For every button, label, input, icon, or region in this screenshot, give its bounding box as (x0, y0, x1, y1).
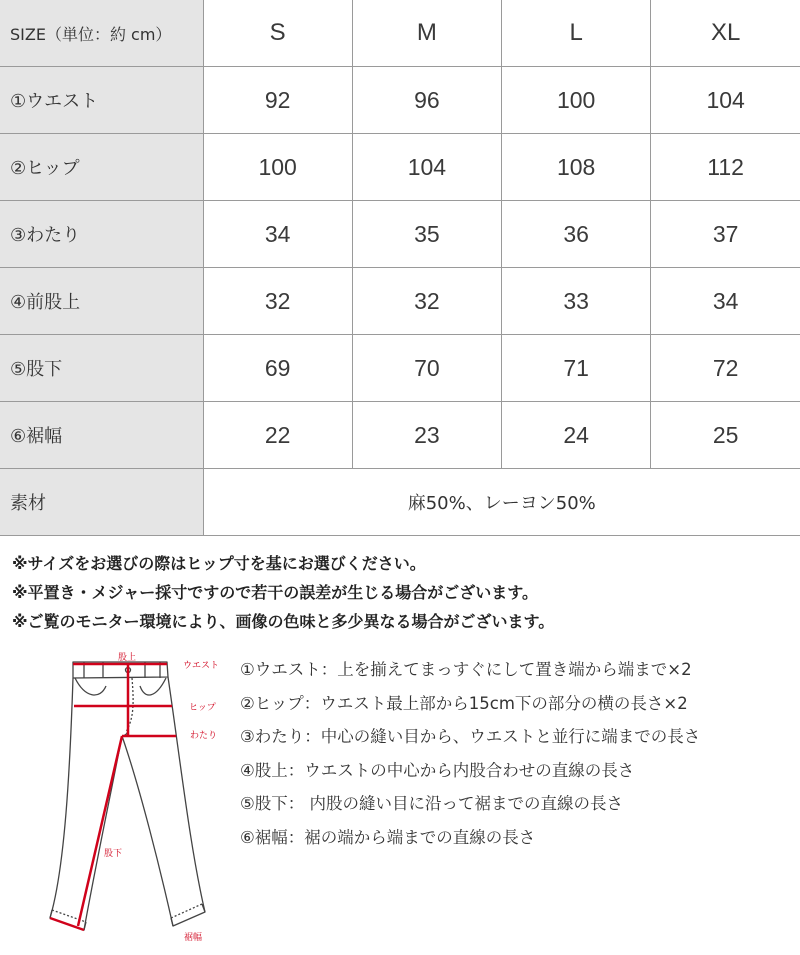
table-cell: 25 (651, 402, 800, 469)
right-leg-outline (122, 677, 205, 926)
row-label: ②ヒップ (0, 134, 203, 201)
row-label: ③わたり (0, 201, 203, 268)
material-label: 素材 (0, 469, 203, 536)
table-header-row (0, 0, 800, 67)
explanation-line: ④股上：ウエストの中心から内股合わせの直線の長さ (240, 760, 635, 780)
table-cell: 35 (352, 201, 501, 268)
size-header-xl: XL (651, 0, 800, 67)
table-row-material (0, 469, 800, 536)
row-label: ⑤股下 (0, 335, 203, 402)
table-cell: 100 (203, 134, 352, 201)
table-cell: 104 (651, 67, 800, 134)
table-cell: 112 (651, 134, 800, 201)
size-header-s: S (203, 0, 352, 67)
material-value: 麻50%、レーヨン50% (203, 469, 800, 536)
inseam-measure-line (78, 736, 122, 926)
table-cell: 37 (651, 201, 800, 268)
pants-illustration (40, 648, 230, 948)
table-cell: 34 (203, 201, 352, 268)
explanation-line: ⑤股下： 内股の縫い目に沿って裾までの直線の長さ (240, 794, 624, 813)
table-cell: 33 (502, 268, 651, 335)
inseam-label: 股下 (104, 849, 123, 859)
hem-label: 裾幅 (184, 933, 203, 943)
table-cell: 22 (203, 402, 352, 469)
table-cell: 72 (651, 335, 800, 402)
table-cell: 32 (352, 268, 501, 335)
pants-diagram (40, 648, 230, 948)
explanation-line: ③わたり：中心の縫い目から、ウエストと並行に端までの長さ (240, 727, 701, 746)
size-unit-header: SIZE（単位：約 cm） (0, 0, 203, 67)
table-cell: 36 (502, 201, 651, 268)
explanation-line: ①ウエスト：上を揃えてまっすぐにして置き端から端まで×2 (240, 660, 692, 679)
table-cell: 71 (502, 335, 651, 402)
measurement-explanations (240, 653, 796, 854)
table-cell: 34 (651, 268, 800, 335)
table-row-hem (0, 402, 800, 469)
explanation-line: ⑥裾幅：裾の端から端までの直線の長さ (240, 827, 536, 847)
hip-label: ヒップ (189, 703, 216, 713)
waist-label: ウエスト (183, 661, 220, 671)
table-cell: 70 (352, 335, 501, 402)
table-cell: 92 (203, 67, 352, 134)
table-cell: 32 (203, 268, 352, 335)
table-cell: 100 (502, 67, 651, 134)
table-row-thigh (0, 201, 800, 268)
table-row-inseam (0, 335, 800, 402)
notes (12, 549, 792, 636)
note-line: ※ご覧のモニター環境により、画像の色味と多少異なる場合がございます。 (12, 612, 555, 631)
table-row-waist (0, 67, 800, 134)
row-label: ①ウエスト (0, 67, 203, 134)
table-cell: 104 (352, 134, 501, 201)
size-header-m: M (352, 0, 501, 67)
table-cell: 24 (502, 402, 651, 469)
note-line: ※サイズをお選びの際はヒップ寸を基にお選びください。 (12, 554, 426, 573)
table-row-front-rise (0, 268, 800, 335)
size-header-l: L (502, 0, 651, 67)
table-cell: 108 (502, 134, 651, 201)
note-line: ※平置き・メジャー採寸ですので若干の誤差が生じる場合がございます。 (12, 583, 538, 602)
table-cell: 96 (352, 67, 501, 134)
table-row-hip (0, 134, 800, 201)
table-cell: 23 (352, 402, 501, 469)
thigh-label: わたり (190, 731, 218, 741)
table-cell: 69 (203, 335, 352, 402)
row-label: ⑥裾幅 (0, 402, 203, 469)
rise-label: 股上 (118, 653, 137, 663)
row-label: ④前股上 (0, 268, 203, 335)
explanation-line: ②ヒップ：ウエスト最上部から15cm下の部分の横の長さ×2 (240, 693, 688, 713)
